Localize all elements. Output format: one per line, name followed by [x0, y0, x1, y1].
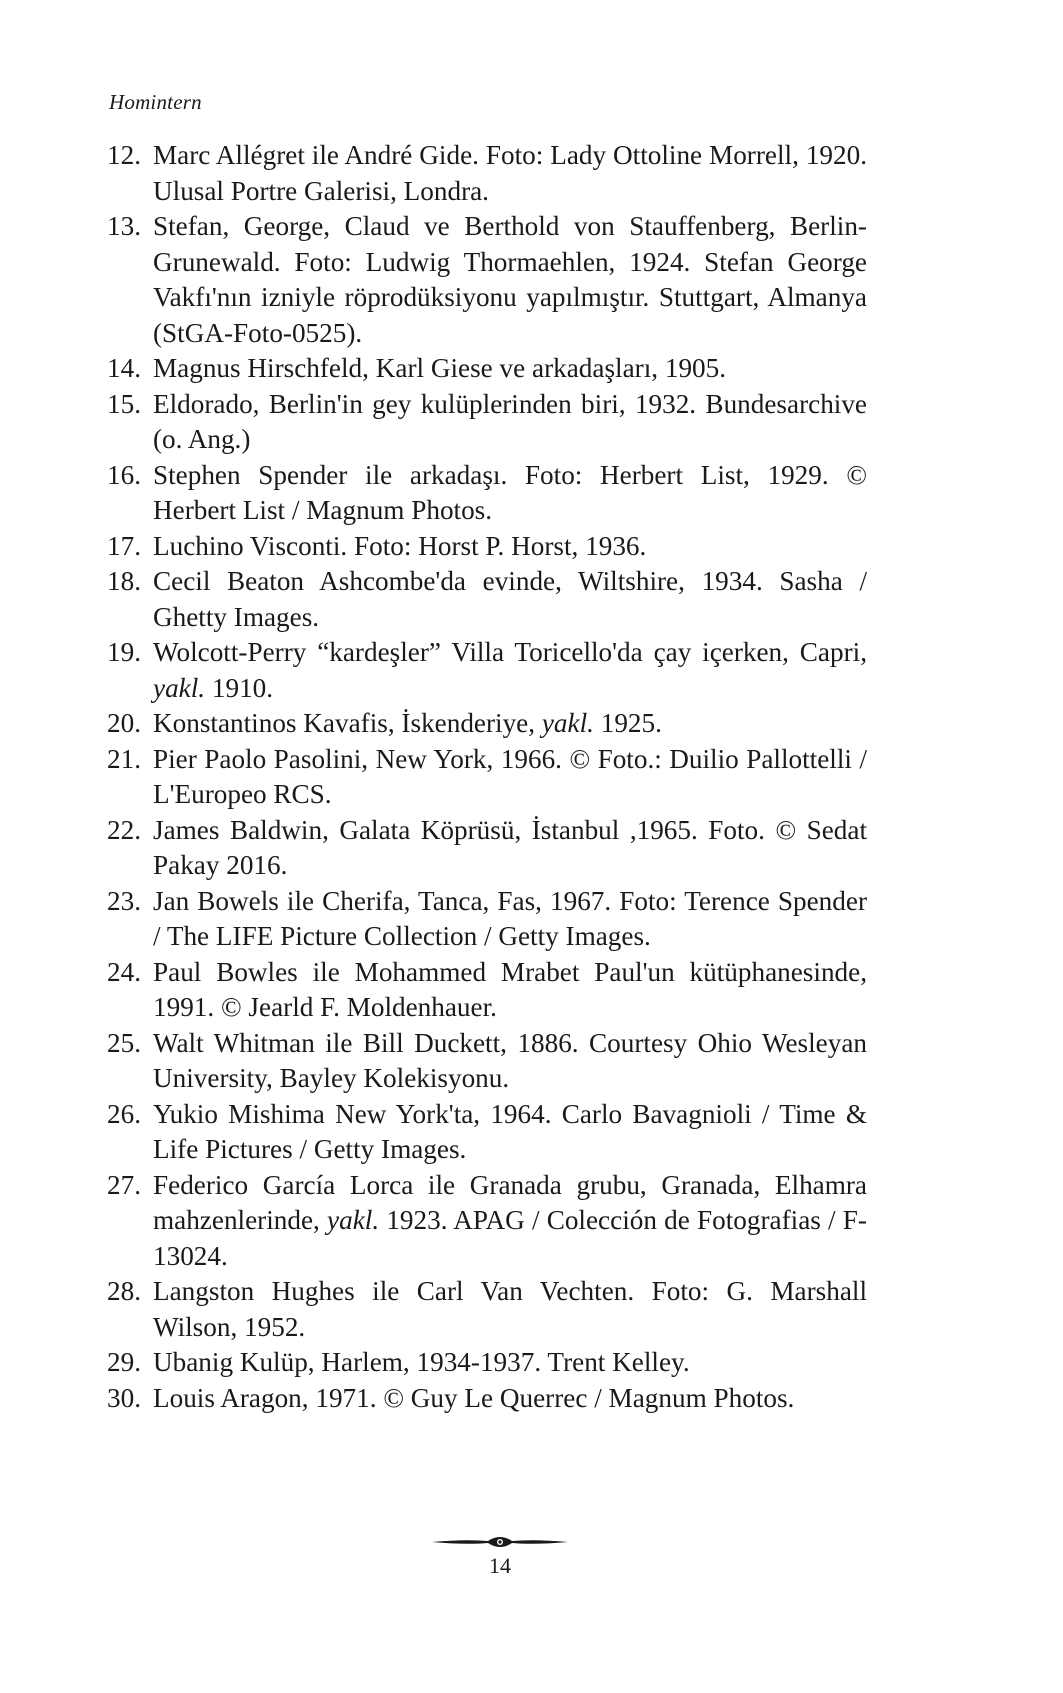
list-item: [107, 635, 867, 706]
item-text: Louis Aragon, 1971. © Guy Le Querrec / Magnum Photos.: [153, 1382, 795, 1413]
list-item: [107, 813, 867, 884]
item-text: Walt Whitman ile Bill Duckett, 1886. Courtesy Ohio Wesleyan University, Bayley Kolekisyonu.: [153, 1027, 867, 1093]
ornament-divider: [430, 1535, 570, 1549]
item-number: 20.: [107, 708, 141, 738]
item-number: 30.: [107, 1382, 141, 1413]
item-number: 14.: [107, 353, 141, 383]
item-number: 16.: [107, 459, 141, 490]
item-text: Luchino Visconti. Foto: Horst P. Horst, 1936.: [153, 530, 647, 561]
item-text: Ubanig Kulüp, Harlem, 1934-1937. Trent Kelley.: [153, 1347, 690, 1377]
list-item: [107, 706, 867, 742]
list-item: [107, 138, 867, 209]
item-text-part: Federico García Lorca ile Granada grubu, Granada, Elhamra mahzenlerinde,: [153, 1169, 867, 1235]
item-number: 27.: [107, 1169, 141, 1200]
list-item: [107, 955, 867, 1026]
photo-credits-list: [107, 138, 867, 1416]
item-text-part: 1925.: [593, 708, 662, 738]
list-item: [107, 884, 867, 955]
item-text-part: 1910.: [205, 672, 274, 703]
item-text-italic: yakl.: [153, 672, 206, 703]
item-text: Cecil Beaton Ashcombe'da evinde, Wiltshire, 1934. Sasha / Ghetty Images.: [153, 566, 867, 632]
item-number: 23.: [107, 885, 141, 916]
item-text-part: Konstantinos Kavafis, İskenderiye,: [153, 708, 542, 738]
item-number: 24.: [107, 956, 141, 987]
item-number: 13.: [107, 211, 141, 241]
item-number: 17.: [107, 530, 141, 561]
item-text: Langston Hughes ile Carl Van Vechten. Foto: G. Marshall Wilson, 1952.: [153, 1276, 867, 1342]
page-number: 14: [489, 1553, 511, 1578]
item-number: 26.: [107, 1098, 141, 1129]
list-item: [107, 1097, 867, 1168]
list-item: [107, 209, 867, 351]
list-item: [107, 1345, 867, 1381]
item-text: [153, 1168, 867, 1275]
list-item: [107, 387, 867, 458]
item-text-part: 1923. APAG / Colección de Fotografias / F-13024.: [153, 1205, 867, 1271]
item-number: 29.: [107, 1347, 141, 1377]
list-item: [107, 1168, 867, 1275]
item-text-italic: yakl.: [327, 1205, 380, 1235]
item-text: Magnus Hirschfeld, Karl Giese ve arkadaşları, 1905.: [153, 353, 727, 383]
item-text: Eldorado, Berlin'in gey kulüplerinden biri, 1932. Bundesarchive (o. Ang.): [153, 388, 867, 454]
item-number: 21.: [107, 743, 141, 774]
item-number: 28.: [107, 1276, 141, 1306]
item-text-part: Wolcott-Perry “kardeşler” Villa Toricello'da çay içerken, Capri,: [153, 637, 867, 667]
item-number: 12.: [107, 140, 141, 170]
item-text: Jan Bowels ile Cherifa, Tanca, Fas, 1967. Foto: Terence Spender / The LIFE Picture Collection / Getty Images.: [153, 885, 867, 951]
list-item: [107, 742, 867, 813]
list-item: [107, 564, 867, 635]
list-item: [107, 1274, 867, 1345]
list-item: [107, 1381, 867, 1417]
item-number: 25.: [107, 1027, 141, 1058]
running-head: Homintern: [109, 90, 202, 114]
item-number: 19.: [107, 637, 141, 667]
item-text: Yukio Mishima New York'ta, 1964. Carlo Bavagnioli / Time & Life Pictures / Getty Images.: [153, 1098, 867, 1164]
list-item: [107, 1026, 867, 1097]
item-text: Stefan, George, Claud ve Berthold von Stauffenberg, Berlin-Grunewald. Foto: Ludwig Thormaehlen, 1924. Stefan George Vakfı'nın izniyle röprodüksiyonu yapılmıştır. Stuttgart, Almanya (StGA-Foto-0525).: [153, 211, 867, 348]
item-number: 22.: [107, 814, 141, 845]
item-number: 15.: [107, 388, 141, 419]
item-text: Stephen Spender ile arkadaşı. Foto: Herbert List, 1929. © Herbert List / Magnum Photos.: [153, 459, 867, 525]
item-text: Marc Allégret ile André Gide. Foto: Lady Ottoline Morrell, 1920. Ulusal Portre Galerisi, Londra.: [153, 140, 867, 206]
item-text-italic: yakl.: [541, 708, 594, 738]
item-text: [153, 706, 867, 742]
item-text: Pier Paolo Pasolini, New York, 1966. © Foto.: Duilio Pallottelli / L'Europeo RCS.: [153, 743, 867, 809]
list-item: [107, 458, 867, 529]
item-text: James Baldwin, Galata Köprüsü, İstanbul ,1965. Foto. © Sedat Pakay 2016.: [153, 814, 867, 880]
item-text: [153, 635, 867, 706]
list-item: [107, 529, 867, 565]
list-item: [107, 351, 867, 387]
item-number: 18.: [107, 566, 141, 596]
item-text: Paul Bowles ile Mohammed Mrabet Paul'un kütüphanesinde, 1991. © Jearld F. Moldenhauer.: [153, 956, 867, 1022]
